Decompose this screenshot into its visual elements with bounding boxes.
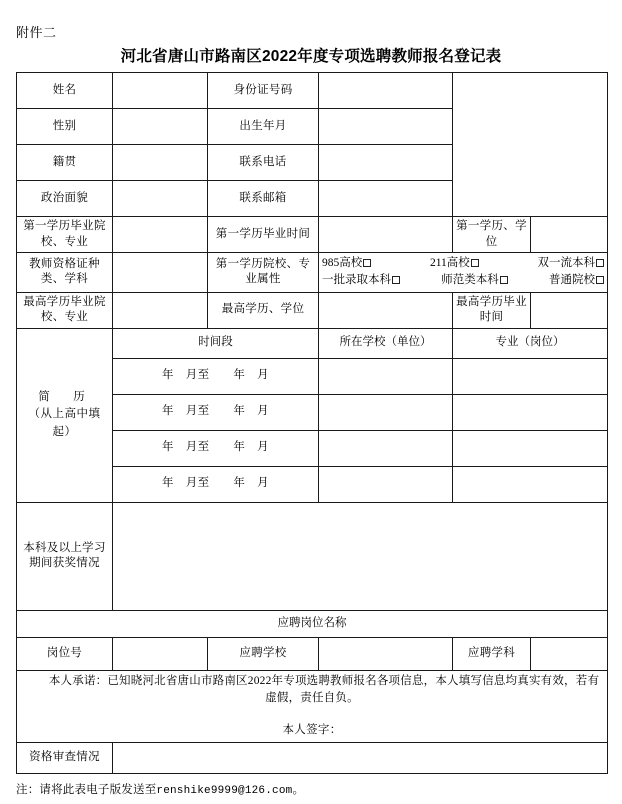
field-label-phone: 联系电话 <box>208 145 319 181</box>
attachment-label: 附件二 <box>16 25 57 40</box>
field-value-applied-subject[interactable] <box>531 637 608 670</box>
checkbox-box-first-batch[interactable] <box>392 276 400 284</box>
field-value-gender[interactable] <box>113 109 208 145</box>
resume-label-text: 简 历 <box>38 391 91 404</box>
resume-period-1[interactable]: 年 月至 年 月 <box>113 358 319 394</box>
registration-table <box>16 72 608 774</box>
field-label-first-degree-grad-time: 第一学历毕业时间 <box>208 217 319 253</box>
resume-school-1[interactable] <box>319 358 453 394</box>
resume-label-note: （从上高中填起） <box>28 408 101 438</box>
field-value-first-degree-level[interactable] <box>531 217 608 253</box>
resume-header-school: 所在学校（单位） <box>319 328 453 358</box>
checkbox-box-985[interactable] <box>363 259 371 267</box>
footer-note-suffix: 。 <box>292 784 305 796</box>
resume-major-4[interactable] <box>453 466 608 502</box>
field-value-highest-degree-level[interactable] <box>319 292 453 328</box>
checkbox-double-first-class[interactable]: 双一流本科 <box>537 255 604 272</box>
field-value-highest-degree-school[interactable] <box>113 292 208 328</box>
checkbox-normal-university[interactable]: 师范类本科 <box>441 272 508 289</box>
resume-school-3[interactable] <box>319 430 453 466</box>
resume-major-1[interactable] <box>453 358 608 394</box>
school-attribute-checkbox-group <box>319 253 608 293</box>
field-label-first-degree-level: 第一学历、学位 <box>453 217 531 253</box>
checkbox-211[interactable]: 211高校 <box>430 255 479 272</box>
field-label-name: 姓名 <box>17 73 113 109</box>
resume-section-label <box>17 328 113 502</box>
resume-header-period: 时间段 <box>113 328 319 358</box>
table-row <box>17 743 608 774</box>
table-row <box>17 217 608 253</box>
field-value-phone[interactable] <box>319 145 453 181</box>
field-value-post-number[interactable] <box>113 637 208 670</box>
field-label-political-status: 政治面貌 <box>17 181 113 217</box>
field-value-first-degree-school[interactable] <box>113 217 208 253</box>
resume-major-3[interactable] <box>453 430 608 466</box>
field-value-birth-date[interactable] <box>319 109 453 145</box>
field-label-first-degree-school: 第一学历毕业院校、专业 <box>17 217 113 253</box>
field-value-teacher-cert[interactable] <box>113 253 208 293</box>
footer-note-prefix: 注：请将此表电子版发送至 <box>16 784 157 796</box>
checkbox-box-double-first-class[interactable] <box>596 259 604 267</box>
resume-school-2[interactable] <box>319 394 453 430</box>
table-row <box>17 670 608 742</box>
resume-header-major: 专业（岗位） <box>453 328 608 358</box>
checkbox-985[interactable]: 985高校 <box>322 255 371 272</box>
resume-period-2[interactable]: 年 月至 年 月 <box>113 394 319 430</box>
field-label-birth-date: 出生年月 <box>208 109 319 145</box>
resume-period-3[interactable]: 年 月至 年 月 <box>113 430 319 466</box>
field-label-teacher-cert: 教师资格证种类、学科 <box>17 253 113 293</box>
checkbox-box-211[interactable] <box>471 259 479 267</box>
table-row <box>17 253 608 293</box>
checkbox-ordinary-college[interactable]: 普通院校 <box>549 272 604 289</box>
field-label-school-attribute: 第一学历院校、专业属性 <box>208 253 319 293</box>
field-label-awards: 本科及以上学习期间获奖情况 <box>17 502 113 610</box>
field-value-first-degree-grad-time[interactable] <box>319 217 453 253</box>
resume-major-2[interactable] <box>453 394 608 430</box>
field-value-applied-school[interactable] <box>319 637 453 670</box>
field-label-native-place: 籍贯 <box>17 145 113 181</box>
promise-text: 本人承诺：已知晓河北省唐山市路南区2022年专项选聘教师报名各项信息，本人填写信息均真实有效，若有虚假，责任自负。 <box>48 674 600 705</box>
field-label-gender: 性别 <box>17 109 113 145</box>
field-value-audit[interactable] <box>113 743 608 774</box>
field-value-awards[interactable] <box>113 502 608 610</box>
promise-section <box>17 670 608 742</box>
field-label-id-number: 身份证号码 <box>208 73 319 109</box>
contact-email: renshike9999@126.com <box>156 785 293 797</box>
resume-school-4[interactable] <box>319 466 453 502</box>
photo-placeholder-cell[interactable] <box>453 73 608 217</box>
field-value-id-number[interactable] <box>319 73 453 109</box>
table-row <box>17 292 608 328</box>
field-label-audit: 资格审查情况 <box>17 743 113 774</box>
table-row <box>17 73 608 109</box>
footer-note <box>16 781 304 797</box>
field-label-highest-degree-grad-time: 最高学历毕业时间 <box>453 292 531 328</box>
checkbox-box-ordinary-college[interactable] <box>596 276 604 284</box>
field-value-political-status[interactable] <box>113 181 208 217</box>
checkbox-first-batch[interactable]: 一批录取本科 <box>322 272 400 289</box>
field-label-post-number: 岗位号 <box>17 637 113 670</box>
field-label-applied-subject: 应聘学科 <box>453 637 531 670</box>
field-label-highest-degree-school: 最高学历毕业院校、专业 <box>17 292 113 328</box>
field-value-name[interactable] <box>113 73 208 109</box>
field-label-email: 联系邮箱 <box>208 181 319 217</box>
table-row <box>17 637 608 670</box>
signature-line[interactable]: 本人签字： <box>282 724 342 737</box>
page-title: 河北省唐山市路南区2022年度专项选聘教师报名登记表 <box>120 48 502 65</box>
resume-period-4[interactable]: 年 月至 年 月 <box>113 466 319 502</box>
field-value-email[interactable] <box>319 181 453 217</box>
field-value-native-place[interactable] <box>113 145 208 181</box>
checkbox-row-bottom <box>322 272 604 289</box>
table-row <box>17 328 608 358</box>
field-label-applied-school: 应聘学校 <box>208 637 319 670</box>
checkbox-box-normal-university[interactable] <box>500 276 508 284</box>
field-value-highest-degree-grad-time[interactable] <box>531 292 608 328</box>
table-row <box>17 502 608 610</box>
application-section-title: 应聘岗位名称 <box>17 610 608 637</box>
field-label-highest-degree-level: 最高学历、学位 <box>208 292 319 328</box>
checkbox-row-top <box>322 255 604 272</box>
table-row <box>17 610 608 637</box>
